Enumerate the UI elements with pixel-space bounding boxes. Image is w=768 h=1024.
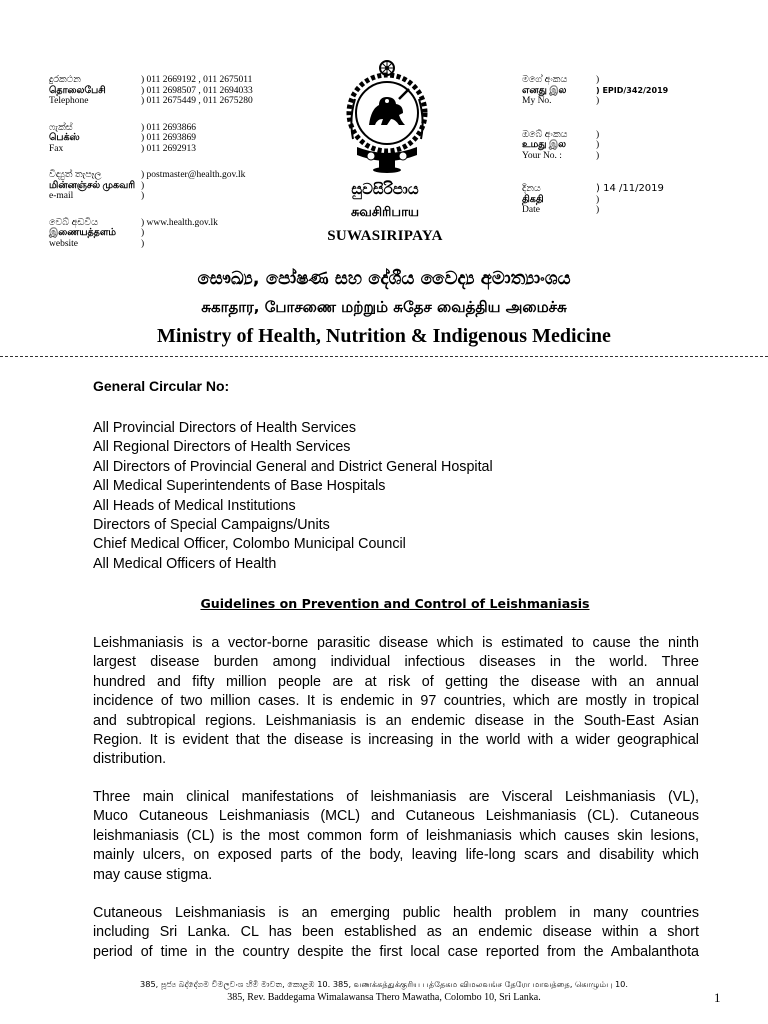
phone-group [49,75,253,107]
paragraph-line: Region. It is evident that the disease is increasing in the world with a wider geographical [93,732,699,749]
my-no-value-3: ) [596,96,600,106]
footer-address-local: 385, පූජ්‍ය බද්දේගම විමලවංශ හිමි මාවත, කොළඹ 10. 385, வணக்கத்துக்குரிய பத்தேகம விமலவங்ச தேரோ மாவத்தை, கொழும்பு 10. [140,979,628,989]
ministry-name-sinhala: සෞඛ්‍ය, පෝෂණ සහ දේශීය වෛද්‍ය අමාත්‍යාංශය [197,268,571,289]
addressee-item: Directors of Special Campaigns/Units [93,517,330,534]
paragraph-line: mainly ulcers, on exposed parts of the body, leaving life-long scars and disability which [93,847,699,864]
fax-value-3: ) 011 2692913 [141,143,197,154]
website-group [49,218,253,250]
header-divider [0,356,768,357]
paragraph-line: including Sri Lanka. CL has been established as an endemic disease within a short [93,924,699,941]
paragraph-line: and subtropical regions. Leishmaniasis is an endemic disease in the South-East Asian [93,712,699,729]
suwasiripaya-english: SUWASIRIPAYA [327,228,443,244]
paragraph-line: distribution. [93,751,167,768]
paragraph-line: hundred and fifty million people are at risk of getting the disease with an annual [93,673,699,690]
footer-address-english: 385, Rev. Baddegama Wimalawansa Thero Mawatha, Colombo 10, Sri Lanka. [227,992,541,1003]
email-value-2: ) [141,180,145,191]
my-no-value: ) EPID/342/2019 [596,85,669,95]
paragraph-2 [93,788,699,885]
my-no-label-si: මගේ අංකය [522,75,568,85]
addressee-item: All Heads of Medical Institutions [93,497,296,514]
addressee-item: All Regional Directors of Health Services [93,439,351,456]
your-no-value-3: ) [596,150,600,161]
phone-value-2: ) 011 2698507 , 011 2694033 [141,85,253,96]
date-value: ) 14 /11/2019 [596,183,664,194]
your-no-label-en: Your No. : [522,150,562,161]
your-no-value-1: ) [596,129,600,140]
my-no-label-en: My No. [522,96,552,106]
paragraph-line: incidence of two million cases. It is endemic in 97 countries, which are mostly in tropical [93,693,699,710]
paragraph-line: Leishmaniasis is a vector-borne parasitic disease which is estimated to cause the ninth [93,635,699,651]
ministry-name-tamil: சுகாதார, போசணை மற்றும் சுதேச வைத்திய அமைச்சு [201,298,567,316]
email-value: ) postmaster@health.gov.lk [141,170,246,180]
fax-label-si: ෆැක්ස් [49,122,73,133]
fax-group [49,123,253,155]
paragraph-line: leishmaniasis (CL) is the most common form of leishmaniasis which causes skin lesions, [93,827,699,844]
circular-number: General Circular No: [93,378,230,394]
ministry-name-english: Ministry of Health, Nutrition & Indigenous Medicine [157,325,611,347]
date-label-en: Date [522,205,540,215]
your-no-group [522,130,668,162]
reference-block [522,75,668,216]
your-no-label-si: ඔබේ අංකය [522,129,568,140]
website-value-3: ) [141,238,145,249]
paragraph-3 [93,904,699,962]
email-group [49,170,253,202]
contact-block [49,75,253,249]
fax-value-1: ) 011 2693866 [141,122,197,133]
paragraph-line: Cutaneous Leishmaniasis is an emerging public health problem in many countries [93,905,699,921]
website-value: ) www.health.gov.lk [141,217,218,228]
phone-value-3: ) 011 2675449 , 011 2675280 [141,96,253,106]
addressee-item: All Medical Officers of Health [93,555,277,572]
website-value-2: ) [141,228,145,238]
phone-label-en: Telephone [49,96,89,106]
website-label-ta: இணையத்தளம் [49,228,117,238]
suwasiripaya-tamil: சுவசிரிபாய [350,205,420,220]
fax-label-ta: பெக்ஸ் [49,133,80,143]
addressee-list [93,419,493,574]
email-value-3: ) [141,191,145,201]
date-value-3: ) [596,205,600,215]
fax-value-2: ) 011 2693869 [141,133,197,143]
date-group [522,184,668,216]
paragraph-1 [93,634,699,770]
phone-label-si: දුරකථන [49,75,81,85]
addressee-item: All Medical Superintendents of Base Hospitals [93,478,386,495]
my-no-value-1: ) [596,75,600,85]
email-label-ta: மின்னஞ்சல் முகவரி [49,180,136,191]
phone-value-1: ) 011 2669192 , 011 2675011 [141,75,253,85]
my-no-group [522,75,668,107]
paragraph-line: may cause stigma. [93,866,213,883]
my-no-label-ta: எனது இல [522,85,567,96]
email-label-si: විද්‍යුත් තැපෑල [49,170,102,180]
website-label-si: වෙබ් අඩවිය [49,217,99,228]
date-value-2: ) [596,194,600,205]
addressee-item: All Provincial Directors of Health Services [93,420,356,436]
addressee-item: Chief Medical Officer, Colombo Municipal Council [93,536,406,553]
phone-label-ta: தொலைபேசி [49,85,106,96]
fax-label-en: Fax [49,143,64,154]
national-emblem-icon [343,59,431,174]
paragraph-line: Muco Cutaneous Leishmaniasis (MCL) and Cutaneous Leishmaniasis (CL). Cutaneous [93,808,699,825]
date-label-ta: திகதி [522,194,544,205]
page-number: 1 [714,990,721,1005]
addressee-item: All Directors of Provincial General and District General Hospital [93,458,493,475]
date-label-si: දිනය [522,184,541,194]
your-no-label-ta: உமது இல [522,140,567,150]
suwasiripaya-sinhala: සුවසිරිපාය [351,180,419,198]
circular-subject: Guidelines on Prevention and Control of Leishmaniasis [200,596,590,611]
paragraph-line: largest disease burden among individual infectious diseases in the world. Three [93,654,699,671]
paragraph-line: Three main clinical manifestations of leishmaniasis are Visceral Leishmaniasis (VL), [93,789,699,805]
email-label-en: e-mail [49,191,74,201]
website-label-en: website [49,238,79,249]
your-no-value-2: ) [596,140,600,150]
paragraph-line: period of time in the country despite the first local case reported from the Ambalanthota [93,943,699,960]
